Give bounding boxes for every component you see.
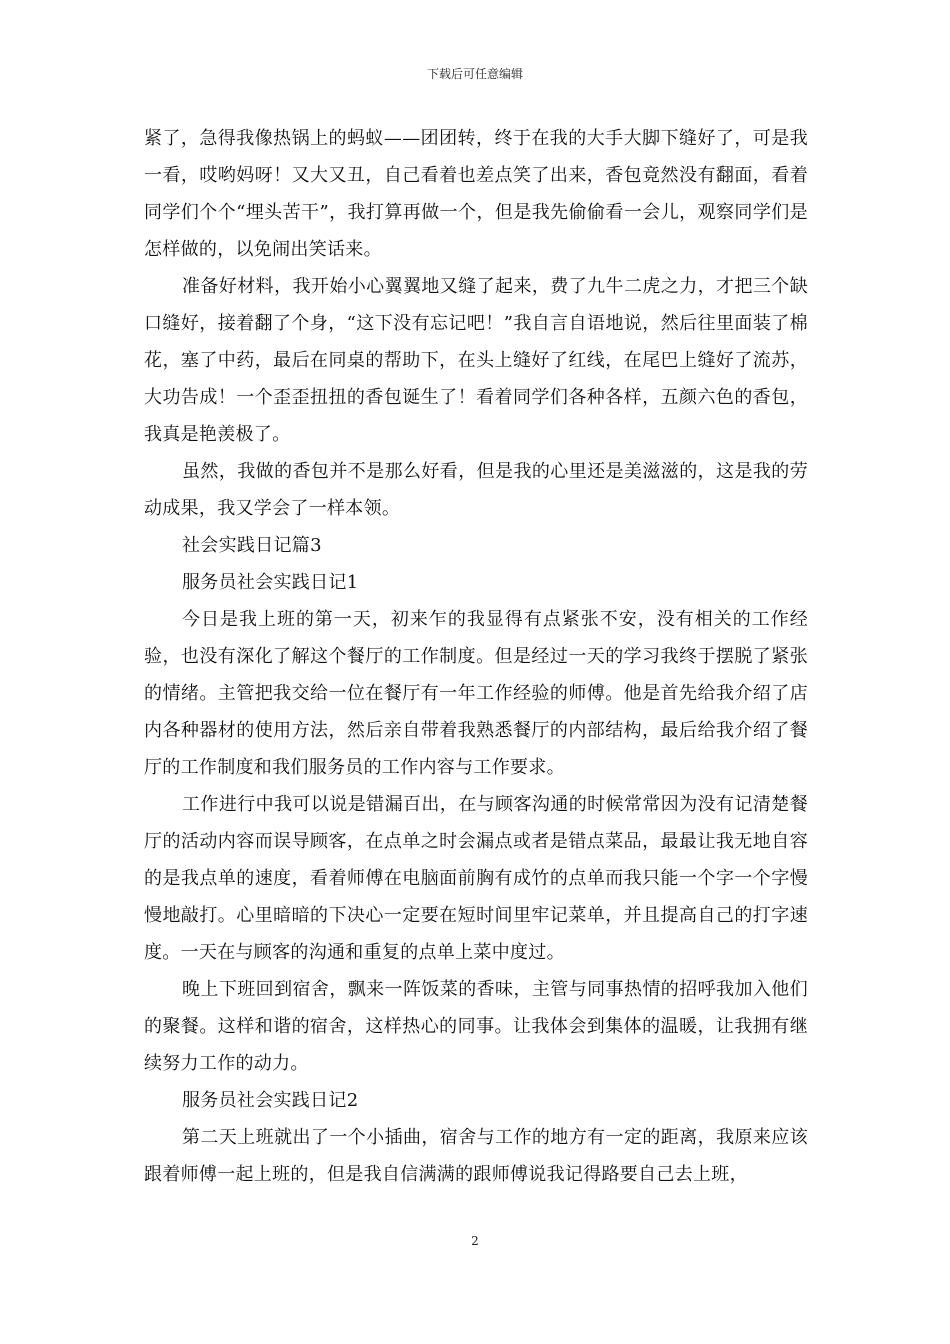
- paragraph-8: 晚上下班回到宿舍，飘来一阵饭菜的香味，主管与同事热情的招呼我加入他们的聚餐。这样和谐的宿舍，这样热心的同事。让我体会到集体的温暖，让我拥有继续努力工作的动力。: [144, 979, 808, 1074]
- paragraph-2: 准备好材料，我开始小心翼翼地又缝了起来，费了九牛二虎之力，才把三个缺口缝好，接着翻了个身，“这下没有忘记吧！”我自言自语地说，然后往里面装了棉花，塞了中药，最后在同桌的帮助下，在头上缝好了红线，在尾巴上缝好了流苏，大功告成！一个歪歪扭扭的香包诞生了！看着同学们各种各样，五颜六色的香包，我真是艳羡极了。: [144, 276, 808, 445]
- section-heading-waiter-diary-2: 服务员社会实践日记2: [182, 1090, 359, 1111]
- page-number: 2: [471, 1234, 479, 1248]
- paragraph-3: 虽然，我做的香包并不是那么好看，但是我的心里还是美滋滋的，这是我的劳动成果，我又学会了一样本领。: [144, 461, 808, 519]
- document-body: [144, 120, 808, 1193]
- paragraph-10: 第二天上班就出了一个小插曲，宿舍与工作的地方有一定的距离，我原来应该跟着师傅一起上班的，但是我自信满满的跟师傅说我记得路要自己去上班，: [144, 1127, 808, 1185]
- section-heading-waiter-diary-1: 服务员社会实践日记1: [182, 572, 359, 593]
- paragraph-7: 工作进行中我可以说是错漏百出，在与顾客沟通的时候常常因为没有记清楚餐厅的活动内容而误导顾客，在点单之时会漏点或者是错点菜品，最最让我无地自容的是我点单的速度，看着师傅在电脑面前胸有成竹的点单而我只能一个字一个字慢慢地敲打。心里暗暗的下决心一定要在短时间里牢记菜单，并且提高自己的打字速度。一天在与顾客的沟通和重复的点单上菜中度过。: [144, 794, 808, 963]
- paragraph-6: 今日是我上班的第一天，初来乍的我显得有点紧张不安，没有相关的工作经验，也没有深化了解这个餐厅的工作制度。但是经过一天的学习我终于摆脱了紧张的情绪。主管把我交给一位在餐厅有一年工作经验的师傅。他是首先给我介绍了店内各种器材的使用方法，然后亲自带着我熟悉餐厅的内部结构，最后给我介绍了餐厅的工作制度和我们服务员的工作内容与工作要求。: [144, 609, 808, 778]
- section-heading-diary-3: 社会实践日记篇3: [182, 535, 322, 556]
- paragraph-1: 紧了，急得我像热锅上的蚂蚁——团团转，终于在我的大手大脚下缝好了，可是我一看，哎哟妈呀！又大又丑，自己看着也差点笑了出来，香包竟然没有翻面，看着同学们个个“埋头苦干”，我打算再做一个，但是我先偷偷看一会儿，观察同学们是怎样做的，以免闹出笑话来。: [144, 128, 808, 260]
- page-header: 下载后可任意编辑: [426, 67, 523, 81]
